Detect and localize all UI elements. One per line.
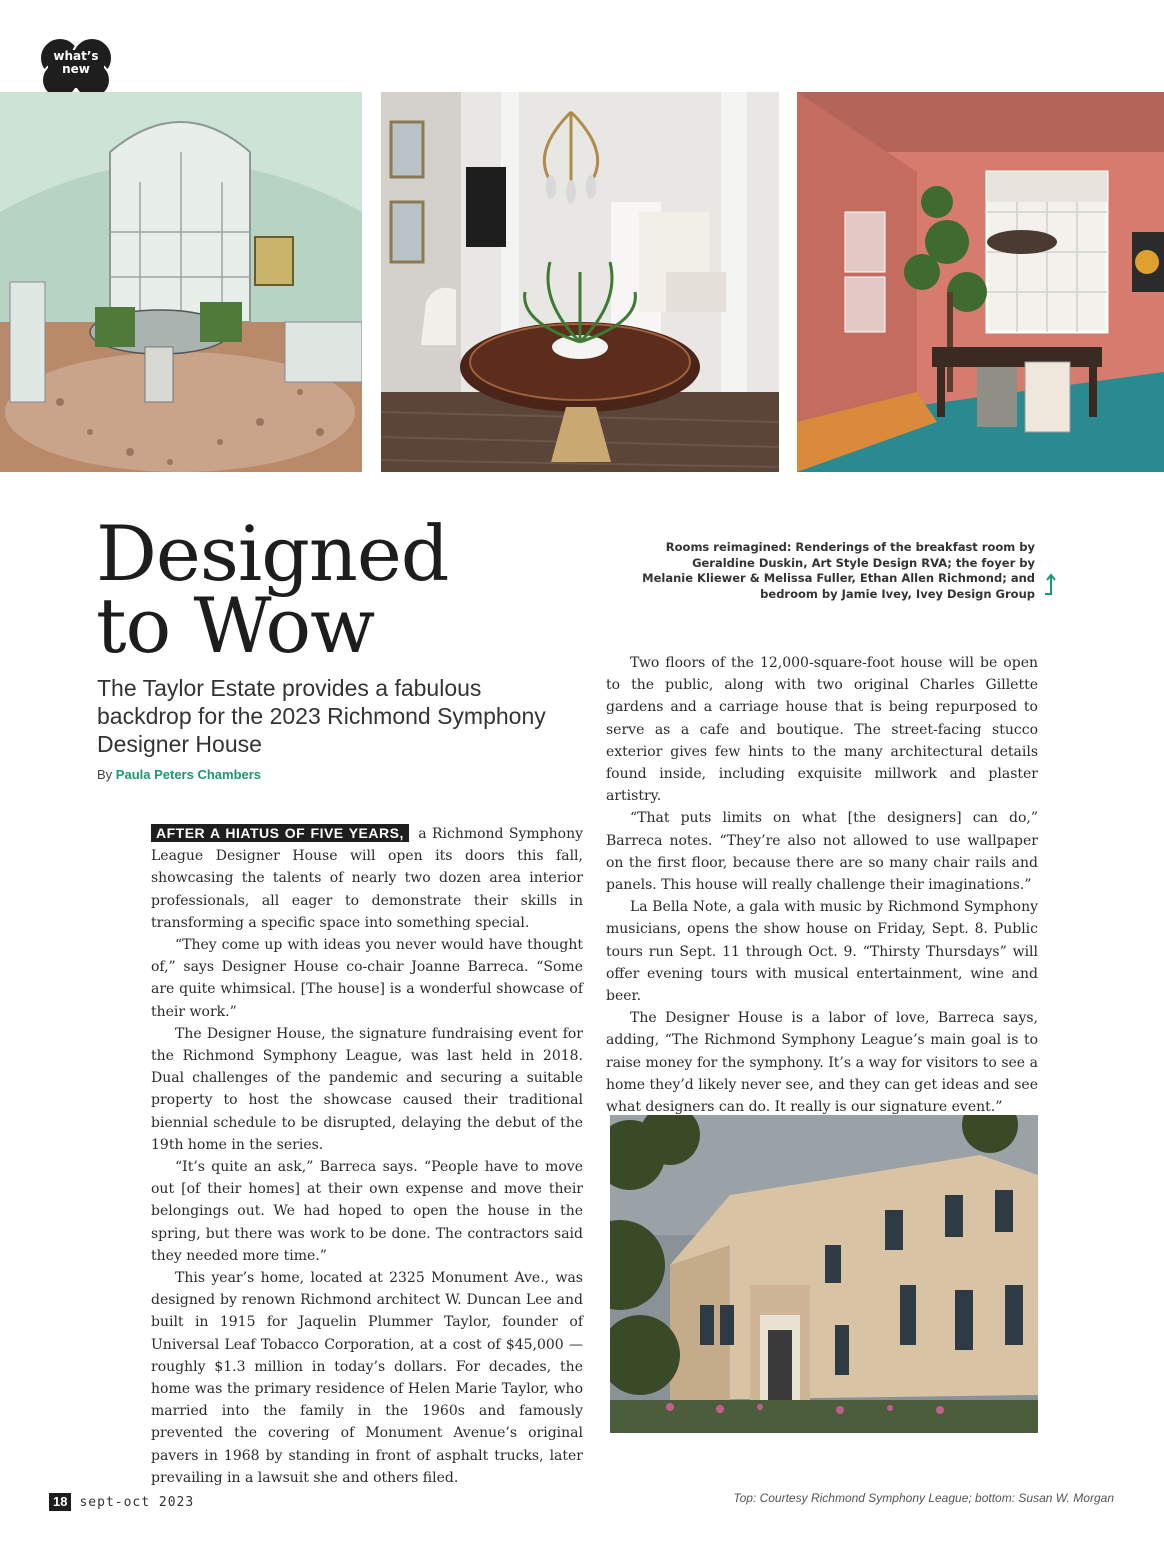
article-headline — [96, 509, 576, 670]
paragraph-7: “That puts limits on what [the designers] can do,” Barreca notes. “They’re also not allowed to use wallpaper on the first floor, because there are so many chair rails and panels. This house will really challenge their imaginations.” — [606, 810, 1038, 894]
photo-caption: Rooms reimagined: Renderings of the breakfast room by Geraldine Duskin, Art Style Design RVA; the foyer by Melanie Kliewer & Melissa Fuller, Ethan Allen Richmond; and bedroom by Jamie Ivey, Ivey Design Group — [642, 540, 1035, 601]
folio — [49, 1493, 194, 1511]
foyer-image — [381, 92, 779, 472]
byline — [97, 767, 261, 782]
body-column-right — [606, 652, 1038, 1140]
author-name: Paula Peters Chambers — [115, 767, 262, 782]
breakfast-room-image — [0, 92, 362, 472]
badge-label — [30, 50, 122, 76]
bedroom-image — [797, 92, 1164, 472]
badge-line-2: new — [62, 62, 90, 76]
paragraph-1 — [151, 822, 583, 934]
byline-prefix: By — [97, 767, 113, 782]
lead-in: AFTER A HIATUS OF FIVE YEARS, — [151, 824, 409, 842]
house-exterior-image — [610, 1115, 1038, 1433]
issue-date: sept-oct 2023 — [79, 1494, 195, 1510]
body-column-left — [151, 822, 583, 1489]
badge-line-1: what’s — [53, 49, 99, 63]
paragraph-9: The Designer House is a labor of love, Barreca says, adding, “The Richmond Symphony League’s main goal is to raise money for the symphony. It’s a way for visitors to see a home they’d likely never see, and they can get ideas and see what designers can do. It really is our signature event.” — [606, 1010, 1038, 1116]
paragraph-2: “They come up with ideas you never would have thought of,” says Designer House co-chair Joanne Barreca. “Some are quite whimsical. [The house] is a wonderful showcase of their work.” — [151, 937, 583, 1020]
arrow-up-icon — [1042, 572, 1060, 596]
paragraph-8: La Bella Note, a gala with music by Richmond Symphony musicians, opens the show house on Friday, Sept. 8. Public tours run Sept. 11 through Oct. 9. “Thirsty Thursdays” will offer evening tours with musical entertainment, wine and beer. — [606, 899, 1038, 1005]
headline-line-1: Designed — [96, 509, 449, 598]
headline-line-2: to Wow — [96, 581, 375, 670]
photo-credit: Top: Courtesy Richmond Symphony League; bottom: Susan W. Morgan — [733, 1491, 1114, 1505]
paragraph-1-text: a Richmond Symphony League Designer House will open its doors this fall, showcasing the talents of nearly two dozen area interior professionals, all eager to demonstrate their skills in transforming a specific space into something special. — [151, 826, 584, 931]
paragraph-4: “It’s quite an ask,” Barreca says. “People have to move out [of their homes] at their own expense and move their belongings out. We had hoped to open the house in the spring, but there was work to be done. The contractors said they needed more time.” — [151, 1159, 583, 1264]
paragraph-5: This year’s home, located at 2325 Monument Ave., was designed by renown Richmond architect W. Duncan Lee and built in 1915 for Jaquelin Plummer Taylor, founder of Universal Leaf Tobacco Corporation, at a cost of $45,000 — roughly $1.3 million in today’s dollars. For decades, the home was the primary residence of Helen Marie Taylor, who married into the family in the 1960s and famously prevented the covering of Monument Avenue’s original pavers in 1968 by standing in front of asphalt trucks, later prevailing in a lawsuit she and others filed. — [151, 1270, 583, 1486]
paragraph-3: The Designer House, the signature fundraising event for the Richmond Symphony League, was last held in 2018. Dual challenges of the pandemic and securing a suitable property to host the showcase caused their traditional biennial schedule to be disrupted, delaying the debut of the 19th home in the series. — [151, 1025, 583, 1153]
article-subhead: The Taylor Estate provides a fabulous backdrop for the 2023 Richmond Symphony Designer House — [97, 675, 546, 757]
page-number: 18 — [49, 1493, 71, 1511]
paragraph-6: Two floors of the 12,000-square-foot house will be open to the public, along with two original Charles Gillette gardens and a carriage house that is being repurposed to serve as a cafe and boutique. The street-facing stucco exterior gives few hints to the many architectural details found inside, including exquisite millwork and plaster artistry. — [606, 655, 1038, 805]
